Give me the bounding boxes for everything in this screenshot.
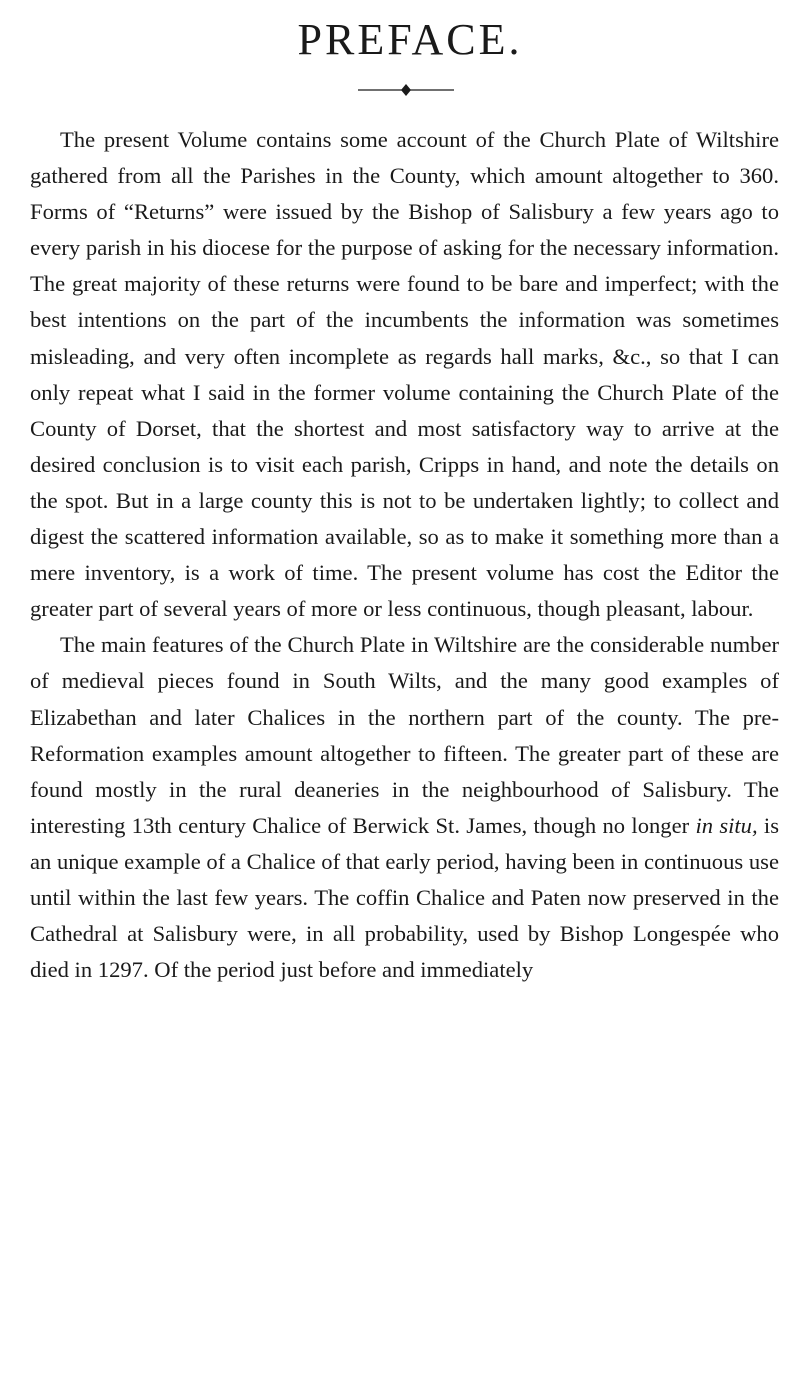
paragraph-2-text-b: is an unique example of a Chalice of that early period, having been in continuous use until within the last few years. The coffin Chalice and Paten now preserved in the Cathedral at Salisbury were, in all probability, used by Bishop Longespée who died in 1297. Of the period just before and immediately	[30, 812, 779, 983]
title-ornament-divider	[358, 82, 454, 98]
paragraph-2-text-a: The main features of the Church Plate in Wiltshire are the considerable number of medieval pieces found in South Wilts, and the many good examples of Elizabethan and later Chalices in the northern part of the county. The pre-Reformation examples amount altogether to fifteen. The greater part of these are found mostly in the rural deaneries in the neighbourhood of Salisbury. The interesting 13th century Chalice of Berwick St. James, though no longer	[30, 632, 779, 838]
paragraph-2	[30, 627, 779, 988]
italic-phrase: in situ,	[695, 812, 758, 838]
preface-body	[30, 122, 779, 988]
paragraph-1: The present Volume contains some account of the Church Plate of Wiltshire gathered from all the Parishes in the County, which amount altogether to 360. Forms of “Returns” were issued by the Bishop of Salisbury a few years ago to every parish in his diocese for the purpose of asking for the necessary information. The great majority of these returns were found to be bare and imperfect; with the best intentions on the part of the incumbents the information was sometimes misleading, and very often incomplete as regards hall marks, &c., so that I can only repeat what I said in the former volume containing the Church Plate of the County of Dorset, that the shortest and most satisfactory way to arrive at the desired conclusion is to visit each parish, Cripps in hand, and note the details on the spot. But in a large county this is not to be undertaken lightly; to collect and digest the scattered information available, so as to make it something more than a mere inventory, is a work of time. The present volume has cost the Editor the greater part of several years of more or less continuous, though pleasant, labour.	[30, 127, 779, 622]
page-title: PREFACE.	[297, 15, 523, 64]
